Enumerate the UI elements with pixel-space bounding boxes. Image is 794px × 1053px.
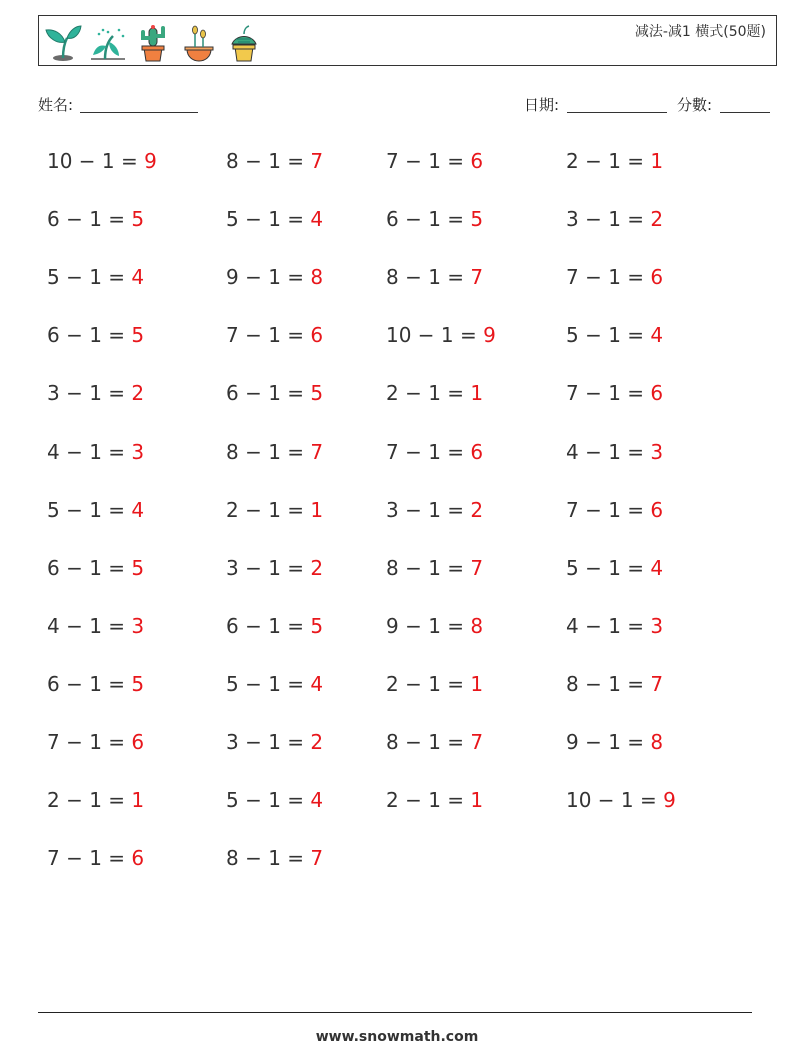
problem-item bbox=[386, 380, 483, 406]
problem-answer: 3 bbox=[650, 440, 664, 464]
problem-answer: 4 bbox=[650, 323, 664, 347]
problem-item bbox=[47, 613, 144, 639]
problem-question: 7 − 1 = bbox=[566, 381, 645, 405]
problem-answer: 3 bbox=[650, 614, 664, 638]
problem-answer: 5 bbox=[310, 614, 324, 638]
footer-url: www.snowmath.com bbox=[315, 1029, 479, 1045]
problem-answer: 6 bbox=[470, 149, 484, 173]
problem-answer: 7 bbox=[650, 672, 664, 696]
date-label: 日期: bbox=[524, 96, 560, 114]
problem-answer: 5 bbox=[310, 381, 324, 405]
problem-item bbox=[386, 148, 483, 174]
problem-question: 8 − 1 = bbox=[566, 672, 645, 696]
problem-answer: 8 bbox=[310, 265, 324, 289]
problem-item bbox=[566, 148, 663, 174]
problem-question: 10 − 1 = bbox=[566, 788, 657, 812]
problem-item bbox=[386, 787, 483, 813]
problem-item bbox=[386, 439, 483, 465]
problem-question: 7 − 1 = bbox=[386, 440, 465, 464]
wheat-pot-icon bbox=[179, 22, 219, 62]
problem-item bbox=[47, 671, 144, 697]
problem-answer: 1 bbox=[470, 788, 484, 812]
problem-question: 9 − 1 = bbox=[386, 614, 465, 638]
date-field[interactable] bbox=[567, 112, 667, 113]
problem-answer: 1 bbox=[470, 381, 484, 405]
watering-plant-icon bbox=[89, 22, 129, 62]
problem-answer: 6 bbox=[310, 323, 324, 347]
problem-item bbox=[566, 322, 663, 348]
problem-answer: 9 bbox=[483, 323, 496, 347]
problem-answer: 4 bbox=[310, 207, 324, 231]
problem-answer: 8 bbox=[470, 614, 484, 638]
score-label: 分數: bbox=[677, 96, 713, 114]
problem-answer: 7 bbox=[470, 730, 484, 754]
problem-answer: 1 bbox=[470, 672, 484, 696]
problem-item bbox=[47, 787, 144, 813]
problem-question: 5 − 1 = bbox=[226, 207, 305, 231]
problem-question: 7 − 1 = bbox=[566, 498, 645, 522]
problem-item bbox=[226, 264, 323, 290]
problem-item bbox=[386, 671, 483, 697]
problem-item bbox=[386, 555, 483, 581]
problem-question: 6 − 1 = bbox=[226, 381, 305, 405]
problem-question: 5 − 1 = bbox=[47, 498, 126, 522]
problem-question: 3 − 1 = bbox=[386, 498, 465, 522]
problem-question: 2 − 1 = bbox=[226, 498, 305, 522]
name-label: 姓名: bbox=[38, 96, 74, 114]
cactus-pot-icon bbox=[133, 22, 173, 62]
problem-answer: 2 bbox=[310, 730, 324, 754]
problem-item bbox=[566, 613, 663, 639]
problem-question: 7 − 1 = bbox=[47, 730, 126, 754]
problem-answer: 5 bbox=[131, 323, 145, 347]
problem-item bbox=[566, 497, 663, 523]
problem-question: 8 − 1 = bbox=[226, 149, 305, 173]
problem-answer: 5 bbox=[131, 672, 145, 696]
problem-item bbox=[566, 264, 663, 290]
problem-item bbox=[566, 380, 663, 406]
problem-item bbox=[566, 439, 663, 465]
problem-answer: 7 bbox=[310, 846, 324, 870]
problem-answer: 5 bbox=[131, 207, 145, 231]
problem-answer: 9 bbox=[663, 788, 676, 812]
footer-divider bbox=[38, 1012, 752, 1013]
problem-question: 6 − 1 = bbox=[386, 207, 465, 231]
problem-question: 7 − 1 = bbox=[566, 265, 645, 289]
problem-item bbox=[566, 555, 663, 581]
problem-question: 2 − 1 = bbox=[566, 149, 645, 173]
problem-item bbox=[226, 787, 323, 813]
problem-question: 3 − 1 = bbox=[566, 207, 645, 231]
problem-item bbox=[566, 729, 663, 755]
problem-item bbox=[47, 264, 144, 290]
problem-question: 5 − 1 = bbox=[47, 265, 126, 289]
problem-question: 8 − 1 = bbox=[386, 556, 465, 580]
problem-item bbox=[226, 613, 323, 639]
problem-question: 10 − 1 = bbox=[47, 149, 138, 173]
problem-item bbox=[226, 845, 323, 871]
problem-answer: 6 bbox=[650, 498, 664, 522]
problem-question: 7 − 1 = bbox=[47, 846, 126, 870]
problem-item bbox=[47, 322, 144, 348]
problem-answer: 8 bbox=[650, 730, 664, 754]
problem-item bbox=[226, 439, 323, 465]
problem-question: 8 − 1 = bbox=[226, 846, 305, 870]
problem-answer: 3 bbox=[131, 614, 145, 638]
problem-question: 3 − 1 = bbox=[47, 381, 126, 405]
problem-item bbox=[47, 729, 144, 755]
problem-item bbox=[226, 380, 323, 406]
problem-item bbox=[566, 206, 663, 232]
problem-item bbox=[226, 671, 323, 697]
problem-item bbox=[47, 845, 144, 871]
problem-item bbox=[47, 148, 157, 174]
problem-question: 5 − 1 = bbox=[226, 788, 305, 812]
problem-answer: 7 bbox=[470, 265, 484, 289]
succulent-pot-icon bbox=[224, 22, 264, 62]
worksheet-header bbox=[38, 15, 777, 66]
problem-item bbox=[386, 613, 483, 639]
problem-question: 7 − 1 = bbox=[386, 149, 465, 173]
problem-question: 5 − 1 = bbox=[566, 323, 645, 347]
problem-question: 2 − 1 = bbox=[386, 672, 465, 696]
problem-item bbox=[386, 322, 496, 348]
problem-answer: 6 bbox=[470, 440, 484, 464]
problem-answer: 6 bbox=[650, 265, 664, 289]
problem-answer: 4 bbox=[131, 265, 145, 289]
problem-answer: 9 bbox=[144, 149, 157, 173]
problem-question: 3 − 1 = bbox=[226, 730, 305, 754]
problem-question: 3 − 1 = bbox=[226, 556, 305, 580]
problem-answer: 3 bbox=[131, 440, 145, 464]
problem-answer: 6 bbox=[650, 381, 664, 405]
problem-question: 2 − 1 = bbox=[386, 788, 465, 812]
name-field[interactable] bbox=[80, 112, 198, 113]
problem-answer: 5 bbox=[131, 556, 145, 580]
problem-question: 5 − 1 = bbox=[566, 556, 645, 580]
problem-item bbox=[566, 787, 676, 813]
problem-answer: 6 bbox=[131, 730, 145, 754]
problem-answer: 7 bbox=[310, 440, 324, 464]
problem-item bbox=[386, 497, 483, 523]
problem-question: 4 − 1 = bbox=[47, 614, 126, 638]
problem-item bbox=[226, 555, 323, 581]
problem-item bbox=[226, 206, 323, 232]
problem-question: 9 − 1 = bbox=[226, 265, 305, 289]
problem-item bbox=[47, 439, 144, 465]
problem-question: 10 − 1 = bbox=[386, 323, 477, 347]
problem-answer: 6 bbox=[131, 846, 145, 870]
problem-answer: 1 bbox=[131, 788, 145, 812]
problem-answer: 7 bbox=[470, 556, 484, 580]
problem-question: 8 − 1 = bbox=[226, 440, 305, 464]
problem-answer: 5 bbox=[470, 207, 484, 231]
score-field[interactable] bbox=[720, 112, 770, 113]
problem-answer: 4 bbox=[310, 672, 324, 696]
problem-question: 6 − 1 = bbox=[47, 323, 126, 347]
problem-item bbox=[47, 555, 144, 581]
problem-question: 6 − 1 = bbox=[47, 672, 126, 696]
problem-item bbox=[47, 497, 144, 523]
problem-answer: 4 bbox=[310, 788, 324, 812]
problem-answer: 1 bbox=[310, 498, 324, 522]
problem-question: 8 − 1 = bbox=[386, 265, 465, 289]
problem-answer: 2 bbox=[650, 207, 664, 231]
problem-question: 6 − 1 = bbox=[226, 614, 305, 638]
problem-answer: 4 bbox=[131, 498, 145, 522]
problem-question: 4 − 1 = bbox=[566, 440, 645, 464]
worksheet-title: 减法-减1 横式(50题) bbox=[634, 24, 766, 40]
problem-item bbox=[386, 264, 483, 290]
problem-item bbox=[226, 729, 323, 755]
problem-question: 5 − 1 = bbox=[226, 672, 305, 696]
problem-item bbox=[386, 206, 483, 232]
problem-answer: 2 bbox=[131, 381, 145, 405]
sprout-icon bbox=[43, 22, 83, 62]
problem-item bbox=[226, 148, 323, 174]
problem-item bbox=[226, 322, 323, 348]
problem-question: 6 − 1 = bbox=[47, 207, 126, 231]
problem-item bbox=[386, 729, 483, 755]
problem-answer: 1 bbox=[650, 149, 664, 173]
problem-item bbox=[566, 671, 663, 697]
problem-answer: 4 bbox=[650, 556, 664, 580]
problem-question: 9 − 1 = bbox=[566, 730, 645, 754]
problem-question: 2 − 1 = bbox=[47, 788, 126, 812]
problem-answer: 2 bbox=[310, 556, 324, 580]
problem-question: 4 − 1 = bbox=[47, 440, 126, 464]
problem-question: 4 − 1 = bbox=[566, 614, 645, 638]
problem-question: 8 − 1 = bbox=[386, 730, 465, 754]
problem-item bbox=[47, 206, 144, 232]
problem-answer: 2 bbox=[470, 498, 484, 522]
problem-question: 6 − 1 = bbox=[47, 556, 126, 580]
problem-answer: 7 bbox=[310, 149, 324, 173]
problem-question: 2 − 1 = bbox=[386, 381, 465, 405]
problem-question: 7 − 1 = bbox=[226, 323, 305, 347]
problem-item bbox=[47, 380, 144, 406]
problem-item bbox=[226, 497, 323, 523]
